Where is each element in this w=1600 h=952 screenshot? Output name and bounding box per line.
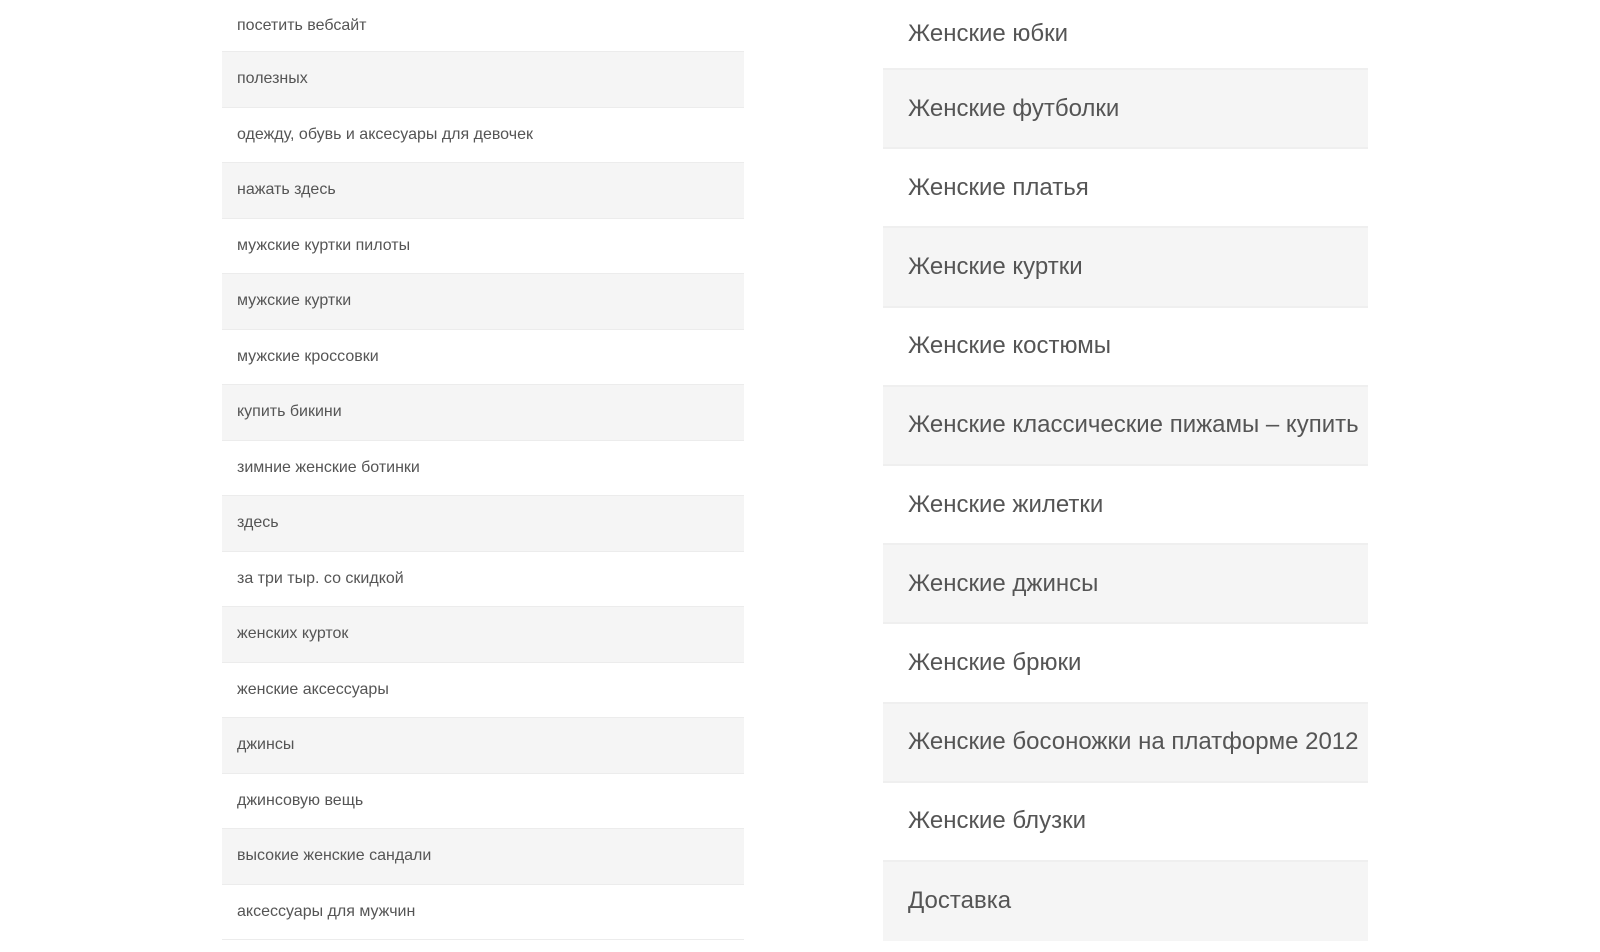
list-item-link[interactable]: джинсовую вещь bbox=[237, 791, 364, 809]
list-item[interactable] bbox=[222, 0, 744, 52]
list-item[interactable] bbox=[222, 552, 744, 608]
category-link[interactable]: Женские юбки bbox=[908, 20, 1069, 47]
list-item[interactable] bbox=[222, 885, 744, 941]
list-item[interactable] bbox=[222, 774, 744, 830]
list-item-link[interactable]: посетить вебсайт bbox=[237, 16, 367, 34]
list-item[interactable] bbox=[222, 52, 744, 108]
category-item[interactable] bbox=[883, 466, 1368, 545]
category-item[interactable] bbox=[883, 149, 1368, 228]
category-item[interactable] bbox=[883, 70, 1368, 149]
list-item-link[interactable]: джинсы bbox=[237, 736, 295, 754]
list-item[interactable] bbox=[222, 108, 744, 164]
list-item[interactable] bbox=[222, 829, 744, 885]
category-link[interactable]: Женские блузки bbox=[908, 807, 1086, 835]
list-item-link[interactable]: мужские куртки bbox=[237, 292, 352, 310]
list-item-link[interactable]: высокие женские сандали bbox=[237, 847, 432, 865]
list-item-link[interactable]: мужские кроссовки bbox=[237, 347, 379, 365]
category-item[interactable] bbox=[883, 862, 1368, 941]
list-item-link[interactable]: женских курток bbox=[237, 625, 349, 643]
category-link[interactable]: Женские брюки bbox=[908, 648, 1082, 676]
category-item[interactable] bbox=[883, 545, 1368, 624]
category-item[interactable] bbox=[883, 624, 1368, 703]
category-link[interactable]: Женские футболки bbox=[908, 94, 1120, 122]
list-item[interactable] bbox=[222, 496, 744, 552]
list-item[interactable] bbox=[222, 274, 744, 330]
list-item[interactable] bbox=[222, 330, 744, 386]
category-link[interactable]: Доставка bbox=[908, 887, 1012, 915]
list-item-link[interactable]: мужские куртки пилоты bbox=[237, 236, 411, 254]
category-link[interactable]: Женские джинсы bbox=[908, 569, 1099, 597]
category-item[interactable] bbox=[883, 0, 1368, 70]
list-item-link[interactable]: полезных bbox=[237, 70, 308, 88]
list-item-link[interactable]: здесь bbox=[237, 514, 279, 532]
category-item[interactable] bbox=[883, 387, 1368, 466]
category-link[interactable]: Женские куртки bbox=[908, 252, 1083, 280]
list-item-link[interactable]: нажать здесь bbox=[237, 181, 336, 199]
list-item-link[interactable]: женские аксессуары bbox=[237, 680, 389, 698]
list-item[interactable] bbox=[222, 441, 744, 497]
list-item[interactable] bbox=[222, 219, 744, 275]
category-item[interactable] bbox=[883, 228, 1368, 307]
category-item[interactable] bbox=[883, 308, 1368, 387]
list-item-link[interactable]: одежду, обувь и аксесуары для девочек bbox=[237, 125, 533, 143]
left-link-list bbox=[222, 0, 744, 940]
list-item[interactable] bbox=[222, 663, 744, 719]
list-item-link[interactable]: зимние женские ботинки bbox=[237, 458, 420, 476]
list-item[interactable] bbox=[222, 163, 744, 219]
list-item-link[interactable]: за три тыр. со скидкой bbox=[237, 569, 404, 587]
category-link[interactable]: Женские жилетки bbox=[908, 490, 1104, 518]
category-link[interactable]: Женские босоножки на платформе 2012 bbox=[908, 728, 1359, 756]
category-item[interactable] bbox=[883, 783, 1368, 862]
category-link[interactable]: Женские костюмы bbox=[908, 332, 1111, 360]
list-item[interactable] bbox=[222, 718, 744, 774]
category-link[interactable]: Женские классические пижамы – купить bbox=[908, 411, 1359, 439]
category-link-list bbox=[883, 0, 1368, 941]
list-item[interactable] bbox=[222, 385, 744, 441]
list-item-link[interactable]: аксессуары для мужчин bbox=[237, 902, 416, 920]
list-item-link[interactable]: купить бикини bbox=[237, 403, 342, 421]
list-item[interactable] bbox=[222, 607, 744, 663]
category-item[interactable] bbox=[883, 704, 1368, 783]
category-link[interactable]: Женские платья bbox=[908, 173, 1089, 201]
